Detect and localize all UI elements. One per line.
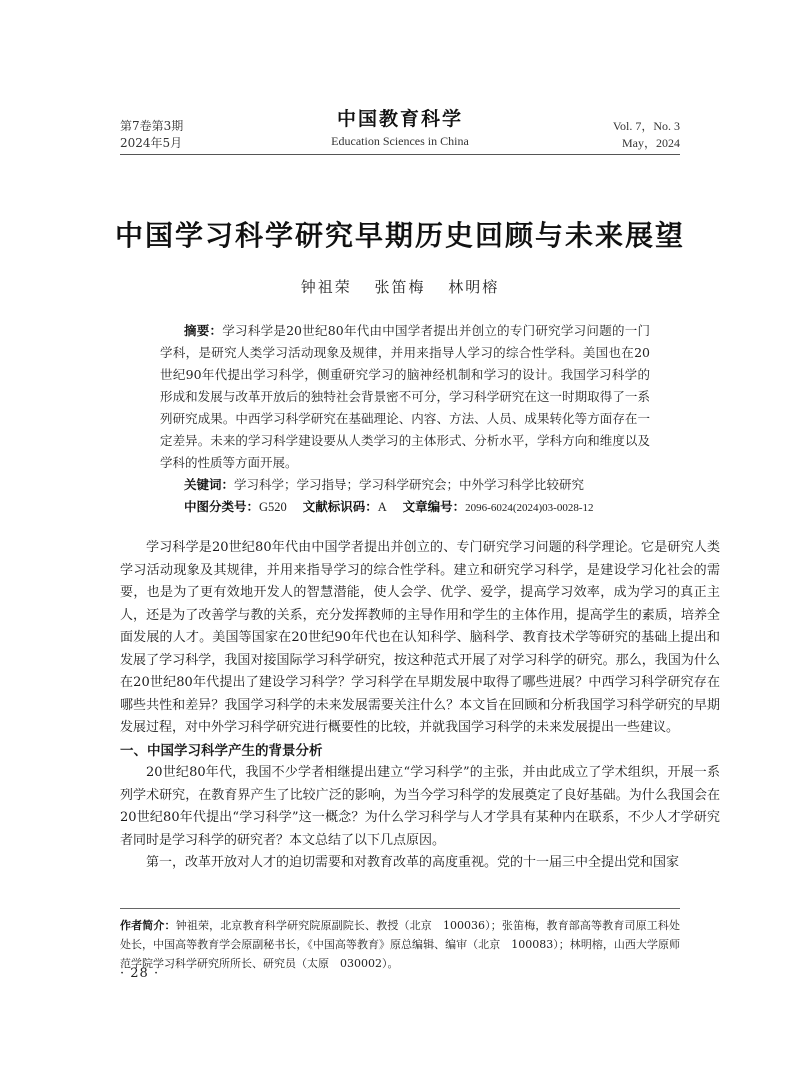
author-name: 钟祖荣: [300, 278, 352, 296]
article-title: 中国学习科学研究早期历史回顾与未来展望: [114, 219, 685, 252]
issue-volume-en: Vol. 7，No. 3: [612, 119, 680, 133]
clc-code: G520: [259, 500, 287, 514]
author-list: [0, 276, 800, 297]
article-number: 2096-6024(2024)03-0028-12: [465, 502, 594, 514]
clc-label: 中图分类号：: [184, 499, 260, 514]
keywords-text: 学习科学；学习指导；学习科学研究会；中外学习科学比较研究: [234, 477, 585, 492]
journal-masthead: [0, 108, 800, 149]
section-heading: 一、中国学习科学产生的背景分析: [120, 742, 323, 759]
page-number: · 28 ·: [120, 966, 160, 981]
doc-code-label: 文献标识码：: [302, 499, 378, 514]
body-paragraph: 第一，改革开放对人才的迫切需要和对教育改革的高度重视。党的十一届三中全提出党和国家: [146, 855, 680, 870]
intro-paragraph: 学习科学是20世纪80年代由中国学者提出并创立的、专门研究学习问题的科学理论。它是研究人类学习活动现象及其规律，并用来指导学习的综合性学科。建立和研究学习科学，是建设学习化社会的需要，也是为了更有效地开发人的智慧潜能，使人会学、优学、爱学，提高学习效率，成为学习的真正主人，还是为了改善学与教的关系，充分发挥教师的主导作用和学生的主体作用，提高学生的素质，培养全面发展的人才。美国等国家在20世纪90年代也在认知科学、脑科学、教育技术学等研究的基础上提出和发展了学习科学，我国对接国际学习科学研究，按这种范式开展了对学习科学的研究。那么，我国为什么在20世纪80年代提出了建设学习科学？学习科学在早期发展中取得了哪些进展？中西学习科学研究存在哪些共性和差异？我国学习科学的未来发展需要关注什么？本文旨在回顾和分析我国学习科学研究的早期发展过程，对中外学习科学研究进行概要性的比较，并就我国学习科学的未来发展提出一些建议。: [120, 540, 720, 735]
abstract-text: 学习科学是20世纪80年代由中国学者提出并创立的专门研究学习问题的一门学科，是研究人类学习活动现象及规律，并用来指导人学习的综合性学科。美国也在20世纪90年代提出学习科学，侧重研究学习的脑神经机制和学习的设计。我国学习科学的形成和发展与改革开放后的独特社会背景密不可分，学习科学研究在这一时期取得了一系列研究成果。中西学习科学研究在基础理论、内容、方法、人员、成果转化等方面存在一定差异。未来的学习科学建设要从人类学习的主体形式、分析水平，学科方向和维度以及学科的性质等方面开展。: [160, 323, 650, 470]
keywords: [160, 474, 650, 496]
article-body: [120, 537, 720, 875]
author-name: 林明榕: [448, 278, 500, 296]
abstract-label: 摘要：: [184, 323, 223, 338]
footnote-text: 钟祖荣，北京教育科学研究院原副院长、教授（北京 100036）；张笛梅，教育部高等教育司原工科处处长，中国高等教育学会原副秘书长，《中国高等教育》原总编辑、编审（北京 100083）；林明榕，山西大学原师范学院学习科学研究所所长、研究员（太原 030002）。: [120, 919, 680, 970]
doc-code: A: [377, 500, 387, 514]
abstract: [160, 320, 650, 474]
issue-volume: 第7卷第3期: [120, 119, 184, 133]
footnote-label: 作者简介：: [120, 919, 176, 932]
article-number-label: 文章编号：: [402, 499, 466, 514]
author-footnote: [120, 916, 680, 973]
author-name: 张笛梅: [374, 278, 426, 296]
abstract-block: [160, 320, 650, 519]
issue-date: 2024年5月: [120, 136, 183, 150]
journal-english-name: Education Sciences in China: [331, 134, 469, 148]
body-paragraph: 20世纪80年代，我国不少学者相继提出建立“学习科学”的主张，并由此成立了学术组织，开展一系列学术研究，在教育界产生了比较广泛的影响，为当今学习科学的发展奠定了良好基础。为什么我国会在20世纪80年代提出“学习科学”这一概念？为什么学习科学与人才学具有某种内在联系，不少人才学研究者同时是学习科学的研究者？本文总结了以下几点原因。: [120, 765, 720, 848]
issue-info-en: [613, 118, 680, 152]
classification-line: [160, 496, 650, 519]
journal-logo: 中国教育科学: [336, 108, 463, 130]
footnote-rule: [120, 908, 680, 909]
issue-date-en: May，2024: [622, 136, 680, 150]
header-rule: [120, 154, 680, 155]
keywords-label: 关键词：: [184, 477, 235, 492]
